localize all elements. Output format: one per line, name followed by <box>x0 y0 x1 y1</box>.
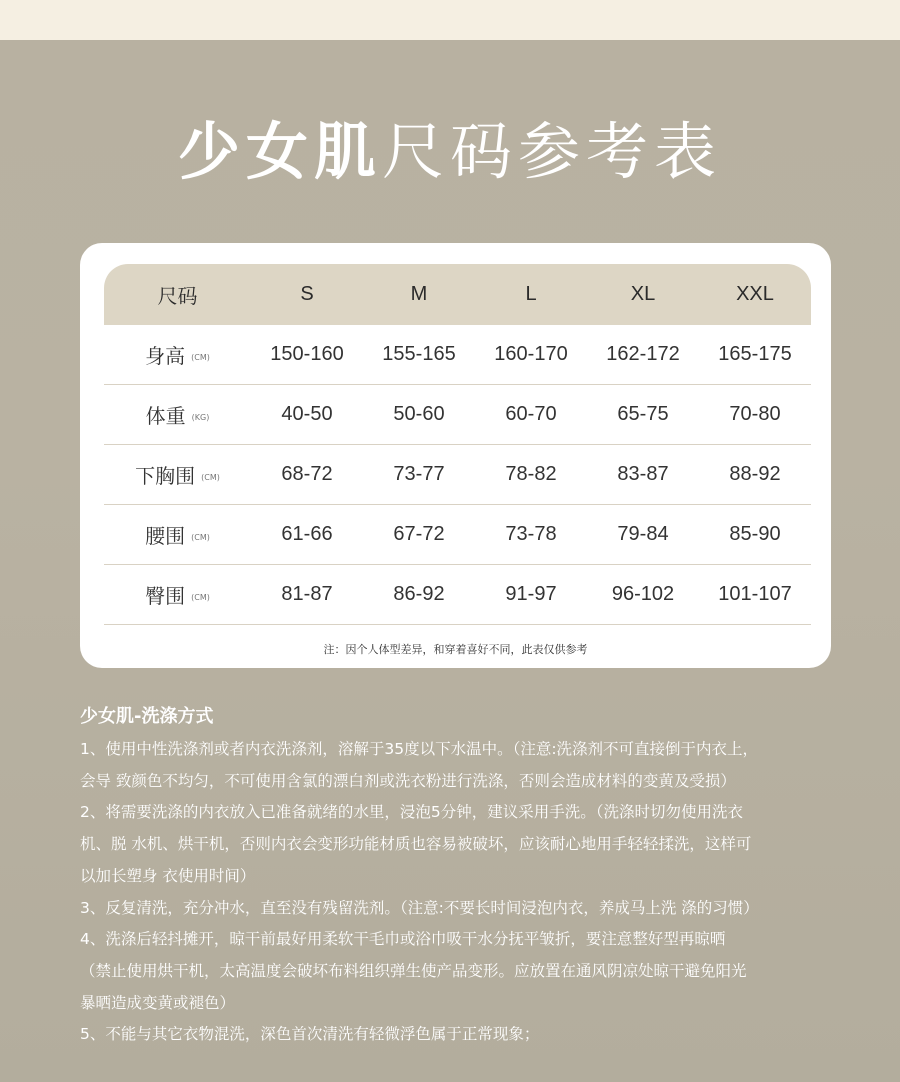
table-cell: 96-102 <box>611 583 675 605</box>
table-cell: 65-75 <box>617 403 669 425</box>
table-row <box>104 445 811 505</box>
top-strip <box>0 0 900 40</box>
wash-line: 1、使用中性洗涤剂或者内衣洗涤剂，溶解于35度以下水温中。（注意:洗涤剂不可直接倒于内衣上， <box>80 740 759 758</box>
size-table <box>104 264 811 625</box>
table-note: 注：因个人体型差异，和穿着喜好不同，此表仅供参考 <box>323 643 588 656</box>
table-cell: 162-172 <box>606 343 680 365</box>
page-title <box>0 112 900 192</box>
table-cell: 91-97 <box>505 583 557 605</box>
wash-line: 会导 致颜色不均匀，不可使用含氯的漂白剂或洗衣粉进行洗涤，否则会造成材料的变黄及受损） <box>80 771 736 790</box>
header-cell: XL <box>630 283 656 305</box>
wash-line: 5、不能与其它衣物混洗，深色首次清洗有轻微浮色属于正常现象； <box>80 1025 540 1044</box>
table-row <box>104 325 811 385</box>
row-label-text: 体重 <box>145 404 186 428</box>
header-cell: 尺码 <box>157 284 198 308</box>
header-cell: L <box>525 283 537 305</box>
row-unit: (CM) <box>201 473 220 482</box>
table-cell: 70-80 <box>729 403 781 425</box>
table-row <box>104 505 811 565</box>
table-cell: 81-87 <box>281 583 333 605</box>
row-label-text: 身高 <box>145 344 186 368</box>
table-cell: 150-160 <box>270 343 344 365</box>
table-row <box>104 385 811 445</box>
wash-instructions <box>80 700 860 1051</box>
wash-line: 4、洗涤后轻抖摊开，晾干前最好用柔软干毛巾或浴巾吸干水分抚平皱折，要注意整好型再晾晒 <box>80 930 726 949</box>
table-cell: 78-82 <box>505 463 557 485</box>
table-cell: 50-60 <box>393 403 445 425</box>
table-header <box>104 264 811 325</box>
table-cell: 73-78 <box>505 523 557 545</box>
table-cell: 165-175 <box>718 343 792 365</box>
row-unit: (CM) <box>191 593 210 602</box>
wash-line: 3、反复清洗，充分冲水，直至没有残留洗剂。（注意:不要长时间浸泡内衣，养成马上洗 涤的习惯） <box>80 898 759 917</box>
row-unit: (KG) <box>191 413 210 422</box>
wash-line: 暴晒造成变黄或褪色） <box>80 993 236 1012</box>
row-label <box>104 580 251 609</box>
table-cell: 155-165 <box>382 343 456 365</box>
title-light: 尺码参考表 <box>382 115 723 188</box>
table-cell: 73-77 <box>393 463 445 485</box>
row-label <box>104 400 251 429</box>
row-label <box>104 460 251 489</box>
table-cell: 88-92 <box>729 463 781 485</box>
table-cell: 68-72 <box>281 463 333 485</box>
table-cell: 60-70 <box>505 403 557 425</box>
title-bold: 少女肌 <box>177 115 382 188</box>
wash-title: 少女肌-洗涤方式 <box>80 706 214 727</box>
row-unit: (CM) <box>191 533 210 542</box>
header-cell: XXL <box>736 283 774 305</box>
row-unit: (CM) <box>191 353 210 362</box>
table-row <box>104 565 811 625</box>
wash-line: 机、脱 水机、烘干机，否则内衣会变形功能材质也容易被破坏，应该耐心地用手轻轻揉洗，这样可 <box>80 835 752 854</box>
table-cell: 83-87 <box>617 463 669 485</box>
size-chart-card <box>80 243 831 668</box>
header-cell: S <box>300 283 314 305</box>
table-cell: 67-72 <box>393 523 445 545</box>
row-label <box>104 340 251 369</box>
table-cell: 61-66 <box>281 523 333 545</box>
row-label-text: 下胸围 <box>135 464 196 488</box>
row-label-text: 腰围 <box>145 524 186 548</box>
table-cell: 79-84 <box>617 523 669 545</box>
header-cell: M <box>410 283 428 305</box>
wash-line: 2、将需要洗涤的内衣放入已准备就绪的水里，浸泡5分钟，建议采用手洗。（洗涤时切勿使用洗衣 <box>80 803 743 822</box>
table-cell: 85-90 <box>729 523 781 545</box>
row-label-text: 臀围 <box>145 584 186 608</box>
wash-line: 以加长塑身 衣使用时间） <box>80 866 256 885</box>
table-cell: 101-107 <box>718 583 792 605</box>
wash-line: （禁止使用烘干机，太高温度会破坏布料组织弹生使产品变形。应放置在通风阴凉处晾干避免阳光 <box>80 961 747 980</box>
row-label <box>104 520 251 549</box>
table-cell: 86-92 <box>393 583 445 605</box>
table-cell: 160-170 <box>494 343 568 365</box>
table-cell: 40-50 <box>281 403 333 425</box>
